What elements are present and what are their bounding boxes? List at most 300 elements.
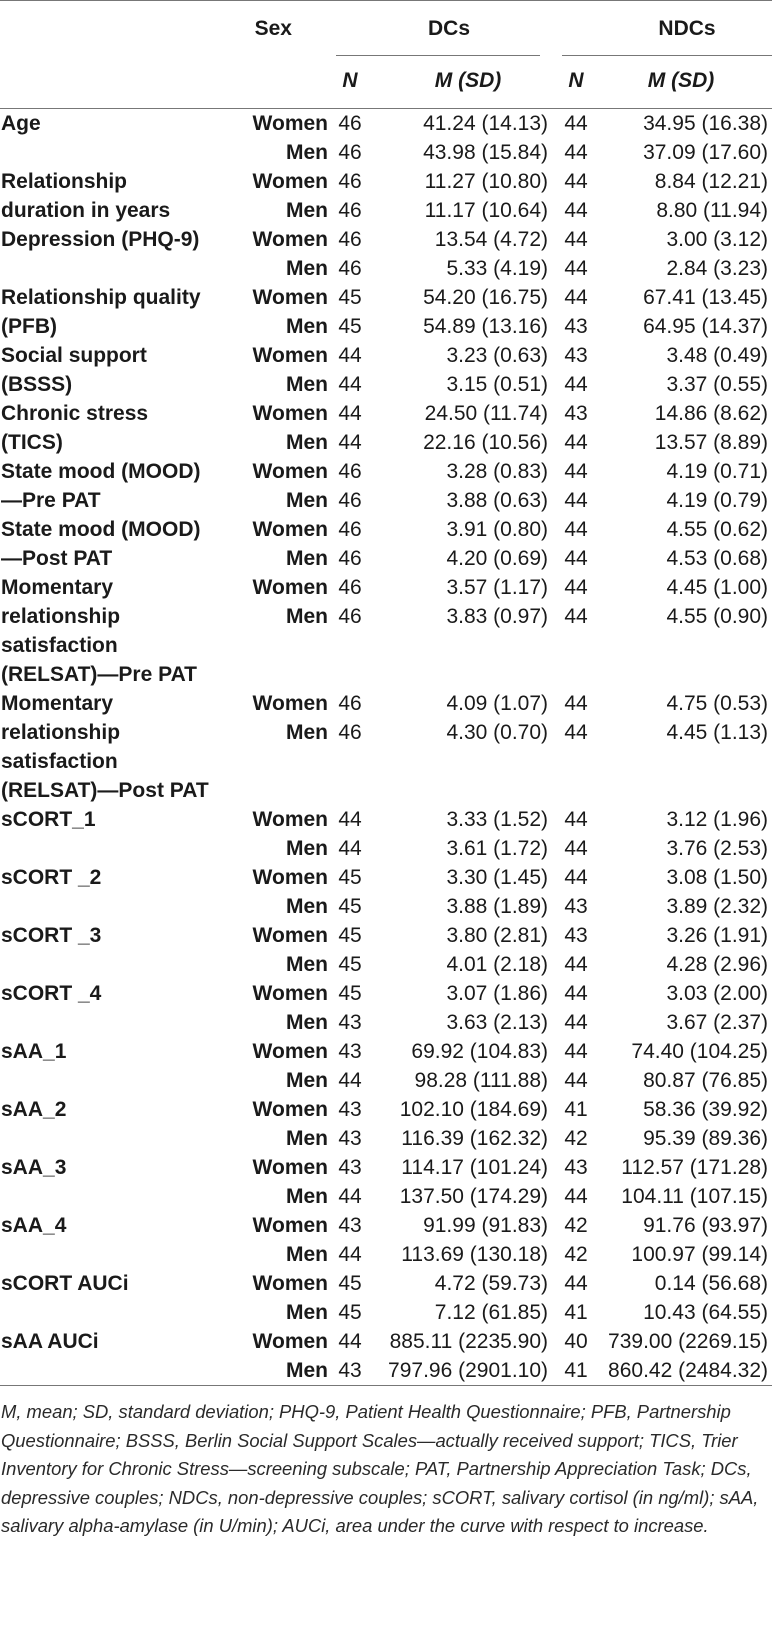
row-dcs-n: 45: [338, 866, 362, 889]
table-row: [0, 399, 772, 428]
row-dcs-msd: 54.20 (16.75): [423, 286, 549, 309]
row-ndcs-msd: 4.45 (1.13): [666, 721, 769, 744]
row-dcs-n: [336, 747, 364, 776]
row-dcs-n: 44: [338, 402, 362, 425]
row-label: [0, 834, 230, 863]
row-sex: Women: [252, 808, 328, 831]
row-label: Social support: [1, 344, 147, 367]
row-dcs-n: 46: [338, 721, 362, 744]
row-sex: Women: [252, 692, 328, 715]
table-row: [0, 1211, 772, 1240]
row-sex: Women: [252, 1098, 328, 1121]
row-ndcs-msd: 3.08 (1.50): [666, 866, 769, 889]
table-row: [0, 1182, 772, 1211]
row-dcs-msd: 11.17 (10.64): [424, 199, 549, 222]
row-label: (RELSAT)—Pre PAT: [1, 663, 198, 686]
row-label: relationship: [1, 605, 121, 628]
row-dcs-n: 45: [338, 1301, 362, 1324]
row-ndcs-n: 44: [564, 170, 588, 193]
row-ndcs-n: 43: [564, 895, 588, 918]
row-dcs-msd: 4.72 (59.73): [434, 1272, 549, 1295]
row-ndcs-n: 44: [564, 808, 588, 831]
row-dcs-n: 45: [338, 315, 362, 338]
row-sex: Women: [252, 402, 328, 425]
row-ndcs-n: 43: [564, 315, 588, 338]
row-sex: Women: [252, 1272, 328, 1295]
table-row: [0, 312, 772, 341]
row-label: Relationship: [1, 170, 128, 193]
row-ndcs-msd: 3.12 (1.96): [666, 808, 769, 831]
row-ndcs-msd: 8.80 (11.94): [656, 199, 769, 222]
row-ndcs-n: 44: [564, 721, 588, 744]
row-ndcs-n: 43: [564, 402, 588, 425]
row-dcs-n: 45: [338, 1272, 362, 1295]
row-ndcs-n: 40: [564, 1330, 588, 1353]
table-row: [0, 573, 772, 602]
row-ndcs-n: 44: [564, 286, 588, 309]
header-dcs-n: N: [342, 69, 358, 93]
row-ndcs-msd: 34.95 (16.38): [643, 112, 769, 135]
row-dcs-n: 45: [338, 953, 362, 976]
table-row: [0, 254, 772, 283]
row-sex: Men: [286, 141, 328, 164]
row-ndcs-msd: [590, 631, 772, 660]
header-empty-cell-3: [230, 55, 336, 109]
row-sex: Men: [230, 1356, 336, 1386]
table-row: [0, 109, 772, 139]
row-dcs-msd: [364, 747, 562, 776]
row-ndcs-n: 44: [564, 199, 588, 222]
table-row: [0, 544, 772, 573]
row-label: Momentary: [1, 692, 114, 715]
row-dcs-n: 43: [338, 1214, 362, 1237]
table-row: [0, 1298, 772, 1327]
row-ndcs-n: 44: [564, 1069, 588, 1092]
row-dcs-msd: [364, 660, 562, 689]
row-ndcs-n: [562, 747, 590, 776]
row-dcs-msd: 24.50 (11.74): [424, 402, 549, 425]
row-sex: Men: [286, 547, 328, 570]
table-row: [0, 1356, 772, 1386]
row-label: sCORT _3: [1, 924, 102, 947]
row-sex: Men: [286, 199, 328, 222]
row-dcs-msd: [364, 776, 562, 805]
row-sex: [230, 631, 336, 660]
row-label: [0, 254, 230, 283]
row-label: —Pre PAT: [1, 489, 101, 512]
row-dcs-msd: 13.54 (4.72): [434, 228, 549, 251]
table-row: [0, 602, 772, 631]
table-row: [0, 892, 772, 921]
row-dcs-msd: 3.57 (1.17): [446, 576, 549, 599]
table-row: [0, 138, 772, 167]
row-label: Chronic stress: [1, 402, 149, 425]
row-sex: Women: [252, 1330, 328, 1353]
row-ndcs-msd: [590, 776, 772, 805]
row-ndcs-msd: 2.84 (3.23): [666, 257, 769, 280]
row-dcs-msd: 41.24 (14.13): [423, 112, 549, 135]
row-dcs-msd: 7.12 (61.85): [434, 1301, 549, 1324]
row-sex: Men: [286, 895, 328, 918]
row-sex: [230, 660, 336, 689]
table-row: [0, 1240, 772, 1269]
row-ndcs-msd: 4.55 (0.90): [666, 605, 769, 628]
table-row: [0, 689, 772, 718]
row-sex: Women: [252, 1040, 328, 1063]
row-sex: Men: [286, 373, 328, 396]
table-row: [0, 1124, 772, 1153]
row-dcs-msd: 4.20 (0.69): [446, 547, 549, 570]
row-ndcs-msd: 4.19 (0.71): [666, 460, 769, 483]
row-ndcs-n: 44: [564, 953, 588, 976]
row-sex: Men: [286, 953, 328, 976]
table-row: [0, 863, 772, 892]
row-ndcs-n: 42: [564, 1127, 588, 1150]
header-empty-cell: [0, 1, 230, 55]
header-empty-cell-2: [0, 55, 230, 109]
row-label: Relationship quality: [1, 286, 201, 309]
row-dcs-n: 43: [338, 1040, 362, 1063]
row-sex: Women: [252, 460, 328, 483]
row-label: [0, 1240, 230, 1269]
row-dcs-n: 46: [338, 199, 362, 222]
table-row: [0, 225, 772, 254]
row-ndcs-msd: 3.67 (2.37): [666, 1011, 769, 1034]
row-ndcs-n: 42: [564, 1243, 588, 1266]
row-sex: Women: [252, 344, 328, 367]
header-sex: Sex: [254, 17, 292, 40]
row-sex: Men: [286, 1011, 328, 1034]
row-dcs-n: 45: [338, 895, 362, 918]
row-dcs-msd: [364, 631, 562, 660]
row-dcs-msd: 3.07 (1.86): [446, 982, 549, 1005]
row-label: relationship: [1, 721, 121, 744]
row-label: sAA AUCi: [1, 1330, 99, 1353]
row-ndcs-msd: 91.76 (93.97): [643, 1214, 769, 1237]
row-ndcs-n: 44: [564, 489, 588, 512]
row-dcs-msd: 3.63 (2.13): [446, 1011, 549, 1034]
table-row: [0, 834, 772, 863]
row-dcs-n: 46: [338, 605, 362, 628]
header-dcs-group: [336, 1, 562, 55]
row-sex: Men: [286, 1069, 328, 1092]
row-sex: Men: [286, 721, 328, 744]
row-dcs-msd: 3.23 (0.63): [446, 344, 549, 367]
row-label: duration in years: [1, 199, 171, 222]
row-dcs-n: 43: [338, 1011, 362, 1034]
row-label: Depression (PHQ-9): [1, 228, 200, 251]
table-row: [0, 486, 772, 515]
table-row: [0, 515, 772, 544]
table-row: [0, 1327, 772, 1356]
row-sex: [230, 776, 336, 805]
header-dcs-rule: [336, 55, 540, 56]
row-dcs-msd: 102.10 (184.69): [399, 1098, 549, 1121]
row-ndcs-msd: 80.87 (76.85): [643, 1069, 769, 1092]
row-ndcs-msd: 3.48 (0.49): [666, 344, 769, 367]
row-label: [0, 1066, 230, 1095]
row-label: Age: [1, 112, 41, 135]
row-dcs-msd: 3.33 (1.52): [446, 808, 549, 831]
table-row: [0, 1153, 772, 1182]
header-dcs-msd: M (SD): [434, 69, 502, 93]
row-ndcs-n: 44: [564, 460, 588, 483]
row-ndcs-n: 44: [564, 982, 588, 1005]
row-ndcs-msd: 3.03 (2.00): [666, 982, 769, 1005]
row-dcs-n: 44: [338, 344, 362, 367]
header-ndcs-msd: M (SD): [647, 69, 715, 93]
row-ndcs-n: 44: [564, 692, 588, 715]
row-dcs-n: [336, 660, 364, 689]
row-ndcs-msd: 4.75 (0.53): [666, 692, 769, 715]
row-ndcs-n: 44: [564, 1011, 588, 1034]
row-ndcs-msd: 3.37 (0.55): [666, 373, 769, 396]
row-label: (PFB): [1, 315, 57, 338]
row-ndcs-n: 41: [564, 1098, 588, 1121]
row-sex: Women: [252, 982, 328, 1005]
row-dcs-n: 44: [338, 1069, 362, 1092]
row-dcs-msd: 3.88 (0.63): [446, 489, 549, 512]
row-dcs-msd: 11.27 (10.80): [424, 170, 549, 193]
row-ndcs-n: 42: [564, 1214, 588, 1237]
table-header: [0, 1, 772, 109]
row-ndcs-n: 41: [564, 1301, 588, 1324]
row-label: sAA_3: [1, 1156, 67, 1179]
row-ndcs-n: [562, 660, 590, 689]
row-dcs-msd: 22.16 (10.56): [423, 431, 549, 454]
table-row: [0, 457, 772, 486]
row-label: satisfaction: [1, 634, 118, 657]
row-sex: Men: [286, 1301, 328, 1324]
row-dcs-msd: 91.99 (91.83): [423, 1214, 549, 1237]
row-dcs-n: 44: [338, 808, 362, 831]
row-sex: Women: [252, 1214, 328, 1237]
row-dcs-n: 43: [338, 1127, 362, 1150]
row-ndcs-n: 44: [564, 1040, 588, 1063]
row-ndcs-msd: 739.00 (2269.15): [608, 1330, 769, 1353]
table-row: [0, 341, 772, 370]
row-dcs-msd: 114.17 (101.24): [401, 1156, 549, 1179]
row-ndcs-n: 44: [564, 431, 588, 454]
header-ndcs-group: [562, 1, 772, 55]
row-dcs-n: 44: [338, 1330, 362, 1353]
row-dcs-n: 46: [338, 228, 362, 251]
row-dcs-n: 44: [338, 837, 362, 860]
row-label: —Post PAT: [1, 547, 113, 570]
row-sex: Men: [286, 1185, 328, 1208]
row-ndcs-msd: 4.53 (0.68): [666, 547, 769, 570]
row-ndcs-msd: 860.42 (2484.32): [590, 1356, 772, 1386]
row-dcs-msd: 4.30 (0.70): [446, 721, 549, 744]
table-row: [0, 1066, 772, 1095]
row-dcs-msd: 3.80 (2.81): [446, 924, 549, 947]
row-dcs-msd: 4.09 (1.07): [446, 692, 549, 715]
table-row: [0, 1008, 772, 1037]
table-footnote: M, mean; SD, standard deviation; PHQ-9, Patient Health Questionnaire; PFB, Partnership Questionnaire; BSSS, Berlin Social Support Scales—actually received support; TICS, Trier Inventory for Chronic Stress—screening subscale; PAT, Partnership Appreciation Task; DCs, depressive couples; NDCs, non-depressive couples; sCORT, salivary cortisol (in ng/ml); sAA, salivary alpha-amylase (in U/min); AUCi, area under the curve with respect to increase.: [1, 1401, 759, 1537]
table-row: [0, 747, 772, 776]
row-ndcs-n: 44: [564, 576, 588, 599]
row-dcs-n: 43: [338, 1098, 362, 1121]
table-row: [0, 776, 772, 805]
row-label: (RELSAT)—Post PAT: [1, 779, 209, 802]
row-dcs-n: 46: [338, 692, 362, 715]
row-ndcs-msd: 74.40 (104.25): [631, 1040, 769, 1063]
row-label: [0, 1008, 230, 1037]
table-row: [0, 1095, 772, 1124]
row-ndcs-msd: 10.43 (64.55): [643, 1301, 769, 1324]
row-label: sAA_2: [1, 1098, 67, 1121]
row-ndcs-n: 44: [564, 837, 588, 860]
table-row: [0, 660, 772, 689]
row-sex: Women: [252, 286, 328, 309]
row-dcs-n: [336, 631, 364, 660]
row-sex: Men: [286, 1127, 328, 1150]
row-ndcs-n: 44: [564, 1185, 588, 1208]
row-ndcs-msd: 3.26 (1.91): [666, 924, 769, 947]
row-dcs-msd: 3.28 (0.83): [446, 460, 549, 483]
row-sex: Men: [286, 837, 328, 860]
row-ndcs-msd: 3.00 (3.12): [666, 228, 769, 251]
row-ndcs-n: 44: [564, 1272, 588, 1295]
row-ndcs-msd: 67.41 (13.45): [643, 286, 769, 309]
row-sex: Women: [252, 170, 328, 193]
row-ndcs-msd: 58.36 (39.92): [643, 1098, 769, 1121]
row-ndcs-msd: [590, 660, 772, 689]
header-ndcs-rule: [562, 55, 772, 56]
table-row: [0, 1269, 772, 1298]
row-dcs-n: 45: [338, 286, 362, 309]
row-label: [0, 950, 230, 979]
row-sex: Women: [252, 228, 328, 251]
row-ndcs-msd: 13.57 (8.89): [654, 431, 769, 454]
header-ndcs: NDCs: [658, 17, 716, 40]
row-sex: Men: [286, 315, 328, 338]
row-ndcs-msd: 3.89 (2.32): [666, 895, 769, 918]
row-dcs-n: 44: [338, 431, 362, 454]
row-dcs-n: 46: [338, 460, 362, 483]
row-dcs-msd: 4.01 (2.18): [446, 953, 549, 976]
row-dcs-msd: 113.69 (130.18): [401, 1243, 549, 1266]
row-sex: Women: [252, 112, 328, 135]
row-ndcs-msd: 64.95 (14.37): [643, 315, 769, 338]
row-label: sCORT _4: [1, 982, 102, 1005]
row-ndcs-msd: 3.76 (2.53): [666, 837, 769, 860]
row-label: State mood (MOOD): [1, 518, 201, 541]
row-dcs-n: 44: [338, 373, 362, 396]
row-sex: Men: [286, 431, 328, 454]
header-ndcs-n: N: [568, 69, 584, 93]
row-ndcs-n: 44: [564, 141, 588, 164]
row-sex: Men: [286, 489, 328, 512]
row-dcs-msd: 69.92 (104.83): [411, 1040, 549, 1063]
table-row: [0, 979, 772, 1008]
row-ndcs-msd: 0.14 (56.68): [654, 1272, 769, 1295]
row-dcs-n: 46: [338, 576, 362, 599]
row-dcs-msd: 54.89 (13.16): [423, 315, 549, 338]
row-dcs-msd: 98.28 (111.88): [414, 1069, 549, 1092]
row-label: State mood (MOOD): [1, 460, 201, 483]
row-ndcs-msd: 112.57 (171.28): [621, 1156, 769, 1179]
row-sex: Women: [252, 1156, 328, 1179]
row-sex: Women: [252, 866, 328, 889]
row-label: (TICS): [1, 431, 63, 454]
row-dcs-n: [336, 776, 364, 805]
row-label: sCORT AUCi: [1, 1272, 129, 1295]
row-ndcs-msd: [590, 747, 772, 776]
row-dcs-n: 44: [338, 1185, 362, 1208]
row-dcs-n: 46: [338, 141, 362, 164]
row-dcs-msd: 43.98 (15.84): [423, 141, 549, 164]
row-ndcs-n: 41: [562, 1356, 590, 1386]
row-dcs-msd: 797.96 (2901.10): [364, 1356, 562, 1386]
row-ndcs-msd: 8.84 (12.21): [654, 170, 769, 193]
row-ndcs-msd: 104.11 (107.15): [621, 1185, 769, 1208]
table-row: [0, 950, 772, 979]
row-label: [0, 1298, 230, 1327]
row-ndcs-msd: 14.86 (8.62): [654, 402, 769, 425]
row-dcs-msd: 3.15 (0.51): [446, 373, 549, 396]
row-dcs-n: 44: [338, 1243, 362, 1266]
row-sex: Men: [286, 1243, 328, 1266]
row-ndcs-n: 44: [564, 228, 588, 251]
row-label: sAA_4: [1, 1214, 67, 1237]
row-dcs-n: 46: [338, 489, 362, 512]
row-ndcs-n: [562, 776, 590, 805]
row-dcs-msd: 137.50 (174.29): [399, 1185, 549, 1208]
row-ndcs-n: [562, 631, 590, 660]
table-row: [0, 718, 772, 747]
row-dcs-n: 46: [338, 547, 362, 570]
row-dcs-n: 45: [338, 924, 362, 947]
row-ndcs-n: 43: [564, 344, 588, 367]
row-ndcs-n: 44: [564, 547, 588, 570]
row-dcs-msd: 116.39 (162.32): [401, 1127, 549, 1150]
table-body: [0, 109, 772, 1386]
row-dcs-msd: 3.83 (0.97): [446, 605, 549, 628]
table-row: [0, 921, 772, 950]
row-label: sCORT _2: [1, 866, 102, 889]
row-dcs-n: 46: [338, 112, 362, 135]
row-sex: Men: [286, 605, 328, 628]
table-row: [0, 805, 772, 834]
row-dcs-n: 46: [338, 170, 362, 193]
row-sex: Women: [252, 924, 328, 947]
row-ndcs-msd: 4.19 (0.79): [666, 489, 769, 512]
row-ndcs-msd: 4.28 (2.96): [666, 953, 769, 976]
row-label: [0, 1124, 230, 1153]
row-ndcs-n: 44: [564, 112, 588, 135]
row-ndcs-n: 43: [564, 1156, 588, 1179]
row-ndcs-n: 43: [564, 924, 588, 947]
row-sex: Men: [286, 257, 328, 280]
row-label: [0, 892, 230, 921]
row-ndcs-n: 44: [564, 605, 588, 628]
row-dcs-msd: 3.30 (1.45): [446, 866, 549, 889]
row-label: [0, 1356, 230, 1386]
row-ndcs-n: 44: [564, 518, 588, 541]
row-ndcs-msd: 37.09 (17.60): [643, 141, 769, 164]
row-dcs-n: 46: [338, 257, 362, 280]
row-dcs-msd: 3.91 (0.80): [446, 518, 549, 541]
table-row: [0, 283, 772, 312]
row-dcs-n: 45: [338, 982, 362, 1005]
table-row: [0, 370, 772, 399]
row-ndcs-msd: 100.97 (99.14): [631, 1243, 769, 1266]
table-row: [0, 631, 772, 660]
row-sex: [230, 747, 336, 776]
header-dcs: DCs: [428, 17, 471, 40]
row-dcs-n: 43: [336, 1356, 364, 1386]
